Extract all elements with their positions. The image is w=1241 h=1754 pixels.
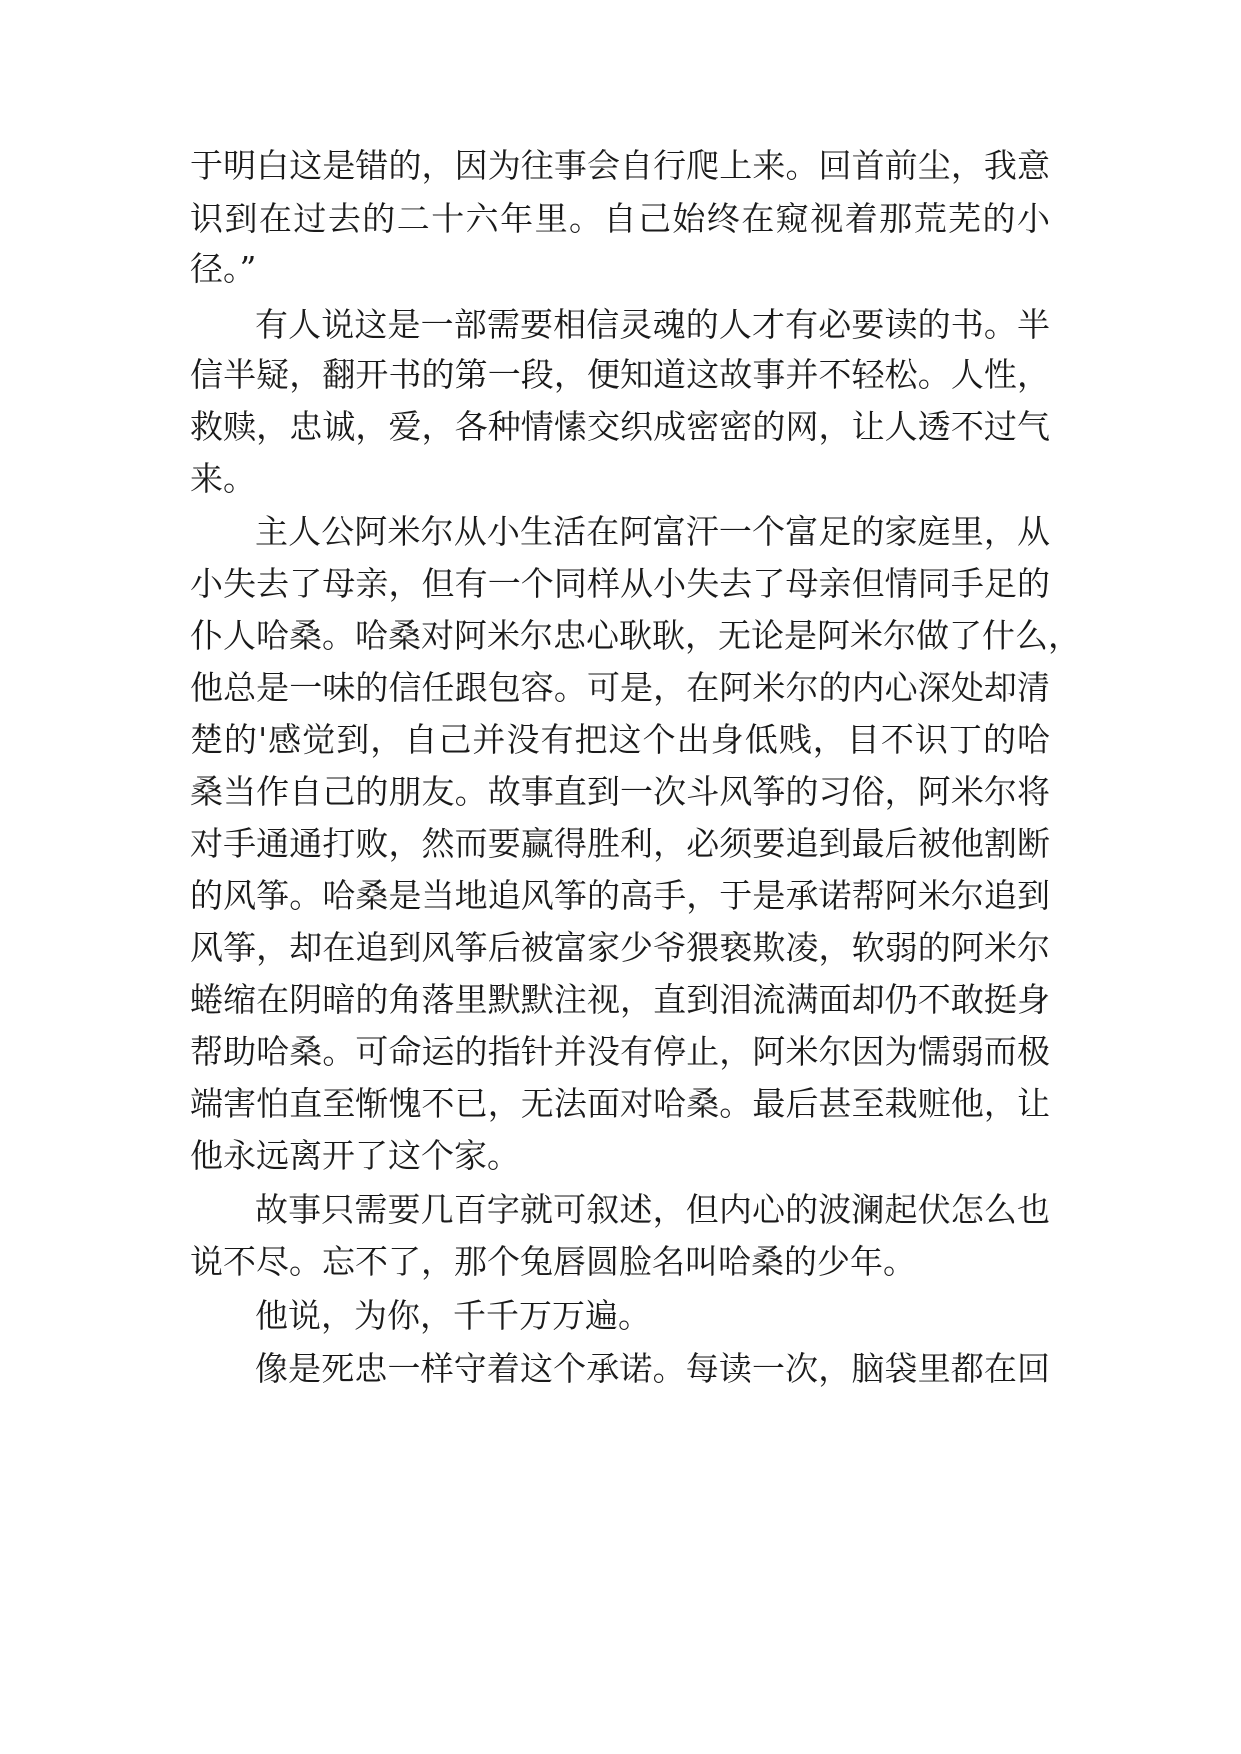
text-line: 来。 xyxy=(190,459,256,498)
text-line: 救赎，忠诚，爱，各种情愫交织成密密的网，让人透不过气 xyxy=(190,407,1050,446)
text-line: 像是死忠一样守着这个承诺。每读一次，脑袋里都在回 xyxy=(255,1349,1050,1388)
text-line: 帮助哈桑。可命运的指针并没有停止，阿米尔因为懦弱而极 xyxy=(190,1032,1050,1071)
text-line: 于明白这是错的，因为往事会自行爬上来。回首前尘，我意 xyxy=(190,146,1050,185)
text-line: 主人公阿米尔从小生活在阿富汗一个富足的家庭里，从 xyxy=(255,512,1050,551)
text-line: 小失去了母亲，但有一个同样从小失去了母亲但情同手足的 xyxy=(190,564,1050,603)
text-line: 桑当作自己的朋友。故事直到一次斗风筝的习俗，阿米尔将 xyxy=(190,772,1050,811)
text-line: 他永远离开了这个家。 xyxy=(190,1136,520,1175)
text-line: 蜷缩在阴暗的角落里默默注视，直到泪流满面却仍不敢挺身 xyxy=(190,980,1050,1019)
text-line: 楚的'感觉到，自己并没有把这个出身低贱，目不识丁的哈 xyxy=(190,720,1050,759)
text-line: 他说，为你，千千万万遍。 xyxy=(255,1296,651,1335)
text-line: 径。” xyxy=(190,249,257,288)
text-line: 端害怕直至惭愧不已，无法面对哈桑。最后甚至栽赃他，让 xyxy=(190,1084,1050,1123)
text-line: 说不尽。忘不了，那个兔唇圆脸名叫哈桑的少年。 xyxy=(190,1242,916,1281)
text-line: 故事只需要几百字就可叙述，但内心的波澜起伏怎么也 xyxy=(255,1190,1050,1229)
text-line: 风筝，却在追到风筝后被富家少爷猥亵欺凌，软弱的阿米尔 xyxy=(190,928,1050,967)
text-line: 对手通通打败，然而要赢得胜利，必须要追到最后被他割断 xyxy=(190,824,1050,863)
text-line: 识到在过去的二十六年里。自己始终在窥视着那荒芜的小 xyxy=(190,199,1050,238)
text-line: 他总是一味的信任跟包容。可是，在阿米尔的内心深处却清 xyxy=(190,668,1050,707)
text-line: 信半疑，翻开书的第一段，便知道这故事并不轻松。人性， xyxy=(190,355,1050,394)
text-line: 的风筝。哈桑是当地追风筝的高手，于是承诺帮阿米尔追到 xyxy=(190,876,1050,915)
text-line: 有人说这是一部需要相信灵魂的人才有必要读的书。半 xyxy=(255,305,1050,344)
text-line: 仆人哈桑。哈桑对阿米尔忠心耿耿，无论是阿米尔做了什么， xyxy=(190,616,1081,655)
